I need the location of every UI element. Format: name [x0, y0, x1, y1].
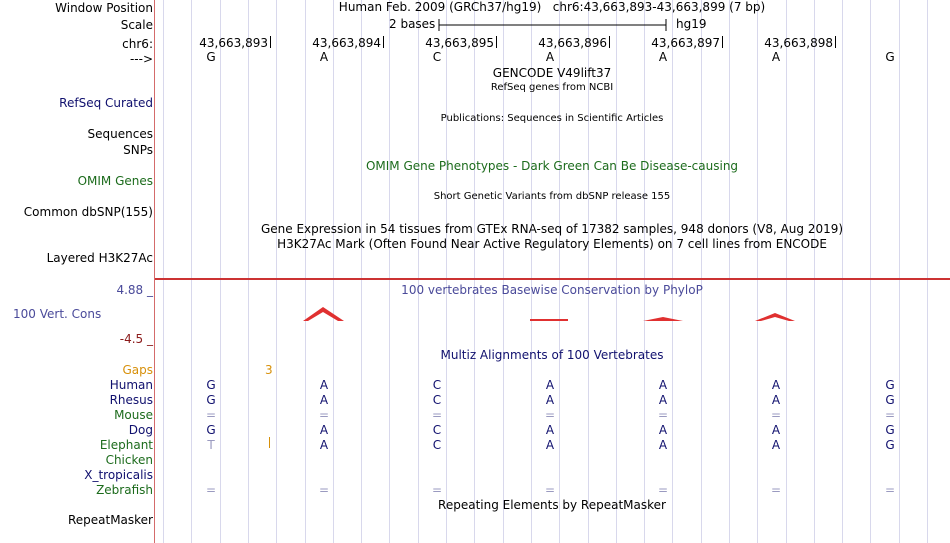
alignment-base: =	[657, 408, 669, 422]
grid-line	[899, 0, 900, 543]
coordinate-tick	[722, 36, 723, 48]
coordinate-tick-label: 43,663,893	[199, 36, 268, 50]
grid-line	[757, 0, 758, 543]
reference-base: G	[885, 50, 895, 64]
assembly-text: Human Feb. 2009 (GRCh37/hg19) chr6:43,663,893-43,663,899 (7 bp)	[338, 0, 766, 14]
alignment-base: =	[544, 408, 556, 422]
alignment-base: G	[206, 393, 216, 407]
coordinate-tick	[383, 36, 384, 48]
alignment-base: A	[658, 393, 668, 407]
species-label[interactable]: Rhesus	[109, 393, 153, 407]
grid-line	[248, 0, 249, 543]
gap-count: 3	[265, 363, 273, 377]
grid-line	[814, 0, 815, 543]
alignment-base: A	[771, 423, 781, 437]
scale-label: Scale	[120, 18, 153, 32]
grid-line	[701, 0, 702, 543]
alignment-base: =	[318, 483, 330, 497]
alignment-base: G	[206, 423, 216, 437]
alignment-base: A	[658, 423, 668, 437]
alignment-base: A	[319, 378, 329, 392]
alignment-base: =	[884, 483, 896, 497]
conservation-wiggle	[155, 298, 950, 324]
grid-line	[276, 0, 277, 543]
gencode-track-title[interactable]: GENCODE V49lift37	[492, 66, 612, 80]
sequences-label[interactable]: Sequences	[87, 127, 153, 141]
species-label[interactable]: Elephant	[99, 438, 153, 452]
alignment-base: A	[545, 438, 555, 452]
species-label[interactable]: Human	[109, 378, 153, 392]
grid-line	[446, 0, 447, 543]
grid-line	[191, 0, 192, 543]
reference-base: A	[319, 50, 329, 64]
h3k27ac-track-desc[interactable]: H3K27Ac Mark (Often Found Near Active Regulatory Elements) on 7 cell lines from ENCODE	[277, 237, 827, 251]
coordinate-tick-label: 43,663,898	[764, 36, 833, 50]
grid-line	[418, 0, 419, 543]
conservation-max-label: 4.88 _	[116, 283, 153, 297]
alignment-base: =	[770, 483, 782, 497]
alignment-base: A	[545, 423, 555, 437]
alignment-base: C	[432, 423, 442, 437]
repeatmasker-track-desc[interactable]: Repeating Elements by RepeatMasker	[438, 498, 666, 512]
conservation-track-desc[interactable]: 100 vertebrates Basewise Conservation by PhyloP	[401, 283, 703, 297]
grid-line	[361, 0, 362, 543]
alignment-base: =	[657, 483, 669, 497]
reference-base: A	[545, 50, 555, 64]
alignment-base: A	[658, 378, 668, 392]
alignment-base: =	[770, 408, 782, 422]
left-panel-divider	[154, 0, 155, 543]
coordinate-tick	[496, 36, 497, 48]
alignment-base: C	[432, 393, 442, 407]
coordinate-tick-label: 43,663,895	[425, 36, 494, 50]
alignment-base: G	[885, 378, 895, 392]
alignment-base: A	[319, 423, 329, 437]
omim-genes-label[interactable]: OMIM Genes	[77, 174, 153, 188]
alignment-base: A	[771, 393, 781, 407]
conservation-label[interactable]: 100 Vert. Cons	[13, 307, 102, 321]
track-divider	[155, 278, 950, 280]
grid-line	[163, 0, 164, 543]
alignment-base: C	[432, 438, 442, 452]
alignment-base: A	[658, 438, 668, 452]
strand-label: --->	[129, 52, 153, 66]
alignment-base: G	[885, 423, 895, 437]
grid-line	[672, 0, 673, 543]
grid-line	[333, 0, 334, 543]
refseq-curated-label[interactable]: RefSeq Curated	[59, 96, 153, 110]
refseq-track-desc[interactable]: RefSeq genes from NCBI	[490, 82, 614, 93]
grid-line	[870, 0, 871, 543]
alignment-base: A	[319, 393, 329, 407]
gaps-label: Gaps	[122, 363, 153, 377]
window-position-label: Window Position	[55, 1, 153, 15]
alignment-base: =	[318, 408, 330, 422]
elephant-gap-marker	[269, 437, 270, 448]
grid-line	[220, 0, 221, 543]
alignment-base: =	[544, 483, 556, 497]
alignment-base: =	[205, 483, 217, 497]
species-label[interactable]: X_tropicalis	[84, 468, 153, 482]
alignment-base: A	[771, 438, 781, 452]
grid-line	[842, 0, 843, 543]
publications-track-desc[interactable]: Publications: Sequences in Scientific Articles	[440, 113, 664, 124]
alignment-base: =	[431, 483, 443, 497]
repeatmasker-label[interactable]: RepeatMasker	[67, 513, 153, 527]
reference-base: A	[771, 50, 781, 64]
coordinate-tick-label: 43,663,894	[312, 36, 381, 50]
grid-line	[927, 0, 928, 543]
grid-line	[729, 0, 730, 543]
alignment-base: A	[545, 393, 555, 407]
grid-line	[616, 0, 617, 543]
alignment-base: G	[206, 378, 216, 392]
multiz-track-desc[interactable]: Multiz Alignments of 100 Vertebrates	[440, 348, 664, 362]
alignment-base: =	[431, 408, 443, 422]
coordinate-tick	[835, 36, 836, 48]
grid-line	[786, 0, 787, 543]
alignment-base: G	[885, 393, 895, 407]
snps-label[interactable]: SNPs	[123, 143, 153, 157]
species-label[interactable]: Zebrafish	[96, 483, 153, 497]
alignment-base: A	[319, 438, 329, 452]
reference-base: C	[432, 50, 442, 64]
grid-line	[474, 0, 475, 543]
scale-bar	[437, 17, 669, 33]
alignment-base: G	[885, 438, 895, 452]
chrom-label: chr6:	[122, 37, 153, 51]
alignment-base: C	[432, 378, 442, 392]
coordinate-tick-label: 43,663,897	[651, 36, 720, 50]
layered-h3k27ac-label[interactable]: Layered H3K27Ac	[46, 251, 153, 265]
alignment-base: A	[771, 378, 781, 392]
coordinate-tick-label: 43,663,896	[538, 36, 607, 50]
coordinate-tick	[609, 36, 610, 48]
alignment-base: =	[884, 408, 896, 422]
coordinate-tick	[270, 36, 271, 48]
scale-text: 2 bases	[389, 17, 436, 31]
species-label[interactable]: Chicken	[105, 453, 153, 467]
alignment-base: =	[205, 408, 217, 422]
alignment-base: A	[545, 378, 555, 392]
reference-base: A	[658, 50, 668, 64]
grid-line	[389, 0, 390, 543]
reference-base: G	[206, 50, 216, 64]
species-label[interactable]: Mouse	[114, 408, 153, 422]
species-label[interactable]: Dog	[128, 423, 153, 437]
omim-track-desc[interactable]: OMIM Gene Phenotypes - Dark Green Can Be Disease-causing	[365, 159, 739, 173]
grid-line	[305, 0, 306, 543]
gtex-track-desc[interactable]: Gene Expression in 54 tissues from GTEx RNA-seq of 17382 samples, 948 donors (V8, Aug 2019)	[260, 222, 844, 236]
grid-line	[644, 0, 645, 543]
common-dbsnp-label[interactable]: Common dbSNP(155)	[23, 205, 153, 219]
alignment-base: T	[207, 438, 215, 452]
conservation-min-label: -4.5 _	[119, 332, 153, 346]
dbsnp-track-desc[interactable]: Short Genetic Variants from dbSNP release 155	[433, 191, 671, 202]
db-text: hg19	[676, 17, 707, 31]
